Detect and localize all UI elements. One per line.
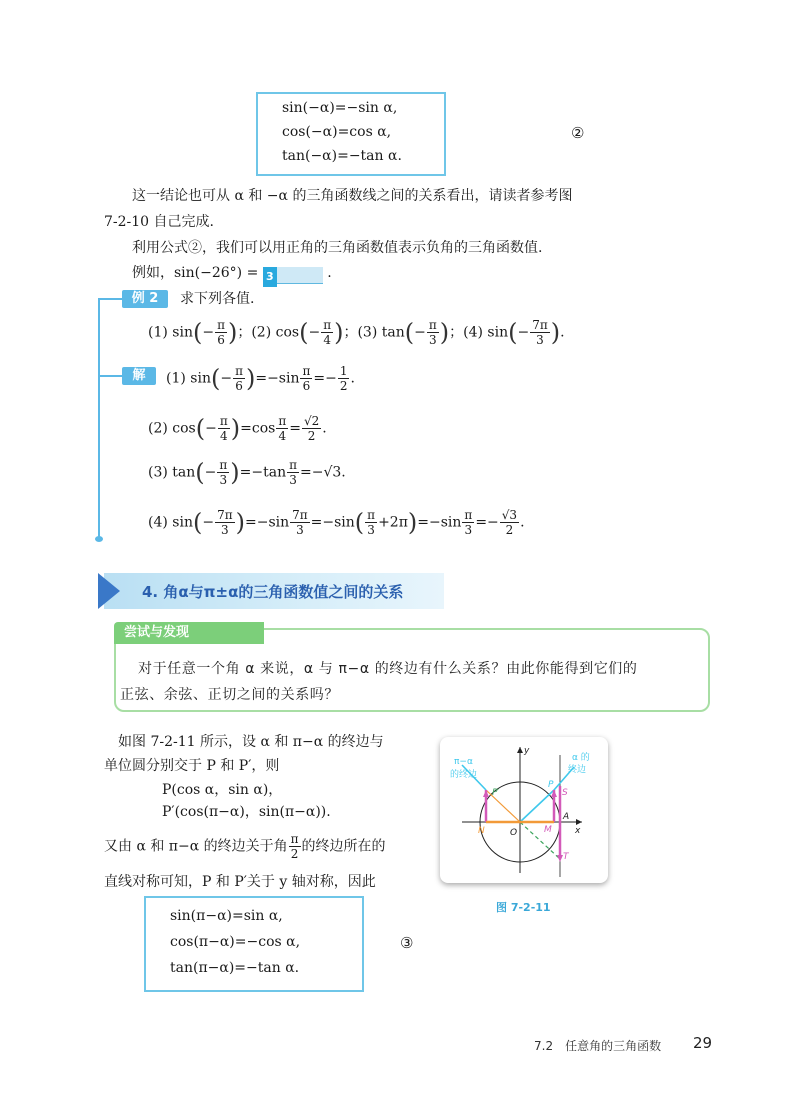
body2-line-4: P′(cos(π−α)，sin(π−α)). xyxy=(162,804,331,820)
svg-text:α 的: α 的 xyxy=(572,753,590,763)
example-tag: 例 2 xyxy=(122,290,168,308)
svg-text:π−α: π−α xyxy=(454,757,473,767)
q1-label: (1) sin xyxy=(148,324,193,341)
body2-line-3: P(cos α，sin α)， xyxy=(162,782,283,798)
section-title: 4. 角α与π±α的三角函数值之间的关系 xyxy=(142,583,404,601)
q2-label: ；(2) cos xyxy=(237,324,300,341)
example-bracket xyxy=(98,298,100,540)
fraction: $\frac{\pi}{6}$ xyxy=(217,318,225,347)
page-number: 29 xyxy=(693,1034,713,1052)
svg-text:S: S xyxy=(562,788,568,798)
fraction: $\frac{\pi}{4}$ xyxy=(323,318,332,347)
formula-line: cos(π−α)=−cos α, xyxy=(170,934,301,950)
paragraph-1-line-1: 这一结论也可从 α 和 −α 的三角函数线之间的关系看出，请读者参考图 xyxy=(132,188,573,204)
paragraph-3 xyxy=(132,263,332,284)
blank-number: 3 xyxy=(263,267,277,287)
formula-line: sin(π−α)=sin α, xyxy=(170,908,283,924)
bracket-end-dot xyxy=(95,536,103,542)
q4-label: ；(4) sin xyxy=(449,324,509,341)
formula-box-2 xyxy=(144,896,364,992)
paragraph-2: 利用公式②，我们可以用正角的三角函数值表示负角的三角函数值. xyxy=(132,240,543,256)
formula-line: tan(π−α)=−tan α. xyxy=(170,960,300,976)
svg-text:x: x xyxy=(575,826,581,836)
svg-text:A: A xyxy=(563,812,570,822)
solution-bracket xyxy=(98,375,122,377)
svg-text:M: M xyxy=(544,825,552,835)
solution-line-3: (3) tan(− $\frac{\pi}{3}$ )=−tan $\frac{\pi}{3}$ =−√3. xyxy=(148,458,346,487)
example-text: 例如，sin(−26°) = xyxy=(132,265,259,281)
svg-text:y: y xyxy=(524,746,530,756)
try-discover-line-2: 正弦、余弦、正切之间的关系吗？ xyxy=(120,687,339,703)
body2-line-2: 单位圆分别交于 P 和 P′，则 xyxy=(104,758,280,774)
try-discover-line-1: 对于任意一个角 α 来说，α 与 π−α 的终边有什么关系？由此你能得到它们的 xyxy=(138,661,638,677)
paragraph-1-line-2: 7-2-10 自己完成. xyxy=(104,214,214,230)
unit-circle-diagram xyxy=(440,737,608,883)
solution-line-2: (2) cos(− $\frac{\pi}{4}$ )=cos $\frac{\pi}{4}$ = $\frac{√2}{2}$ . xyxy=(148,414,327,443)
body2-line-5: 又由 α 和 π−α 的终边关于角 $\frac{\pi}{2}$ 的终边所在的 xyxy=(104,832,386,861)
example-suffix: . xyxy=(327,265,332,281)
svg-text:N: N xyxy=(478,826,485,836)
formula-line: cos(−α)=cos α, xyxy=(282,124,392,140)
section-arrow-icon xyxy=(98,573,120,609)
solution-line-1: (1) sin(− $\frac{\pi}{6}$ )=−sin $\frac{\pi}{6}$ =− $\frac{1}{2}$ . xyxy=(166,364,355,393)
svg-text:P′: P′ xyxy=(492,788,500,798)
example-questions: (1) sin(− $\frac{\pi}{6}$ )；(2) cos(− $\frac{\pi}{4}$ )；(3) tan(− $\frac{\pi}{3}$ )；(4) sin(− $\frac{7\pi}{3}$ ). xyxy=(148,318,565,347)
solution-line-4: (4) sin(− $\frac{7\pi}{3}$ )=−sin $\frac{7\pi}{3}$ =−sin( $\frac{\pi}{3}$ +2π)=−sin $\frac{\pi}{3}$ =− $\frac{√3}{2}$ . xyxy=(148,508,525,537)
formula-line: tan(−α)=−tan α. xyxy=(282,148,402,164)
example-bracket-top xyxy=(98,298,122,300)
figure-7-2-11 xyxy=(440,737,608,883)
body2-line-1: 如图 7-2-11 所示，设 α 和 π−α 的终边与 xyxy=(118,734,384,750)
extended-line xyxy=(520,822,560,859)
formula-box-1 xyxy=(256,92,446,176)
formula-number-2: ② xyxy=(571,124,585,142)
fraction: $\frac{\pi}{3}$ xyxy=(428,318,437,347)
q3-label: ；(3) tan xyxy=(343,324,405,341)
fraction: $\frac{7\pi}{3}$ xyxy=(532,318,548,347)
svg-text:的终边: 的终边 xyxy=(450,770,478,780)
try-discover-tab: 尝试与发现 xyxy=(114,622,264,644)
answer-blank[interactable] xyxy=(263,267,323,284)
figure-caption: 图 7-2-11 xyxy=(496,901,551,914)
svg-text:O: O xyxy=(510,828,518,838)
svg-text:终边: 终边 xyxy=(568,765,587,775)
svg-text:T: T xyxy=(563,852,569,862)
example-title: 求下列各值. xyxy=(180,291,255,307)
svg-text:P: P xyxy=(548,780,554,790)
alpha-terminal-side xyxy=(520,790,554,822)
formula-line: sin(−α)=−sin α, xyxy=(282,100,398,116)
solution-tag: 解 xyxy=(122,367,156,385)
formula-number-3: ③ xyxy=(400,934,414,952)
body2-line-6: 直线对称可知，P 和 P′关于 y 轴对称，因此 xyxy=(104,874,376,890)
footer-section: 7.2 任意角的三角函数 xyxy=(534,1039,662,1053)
